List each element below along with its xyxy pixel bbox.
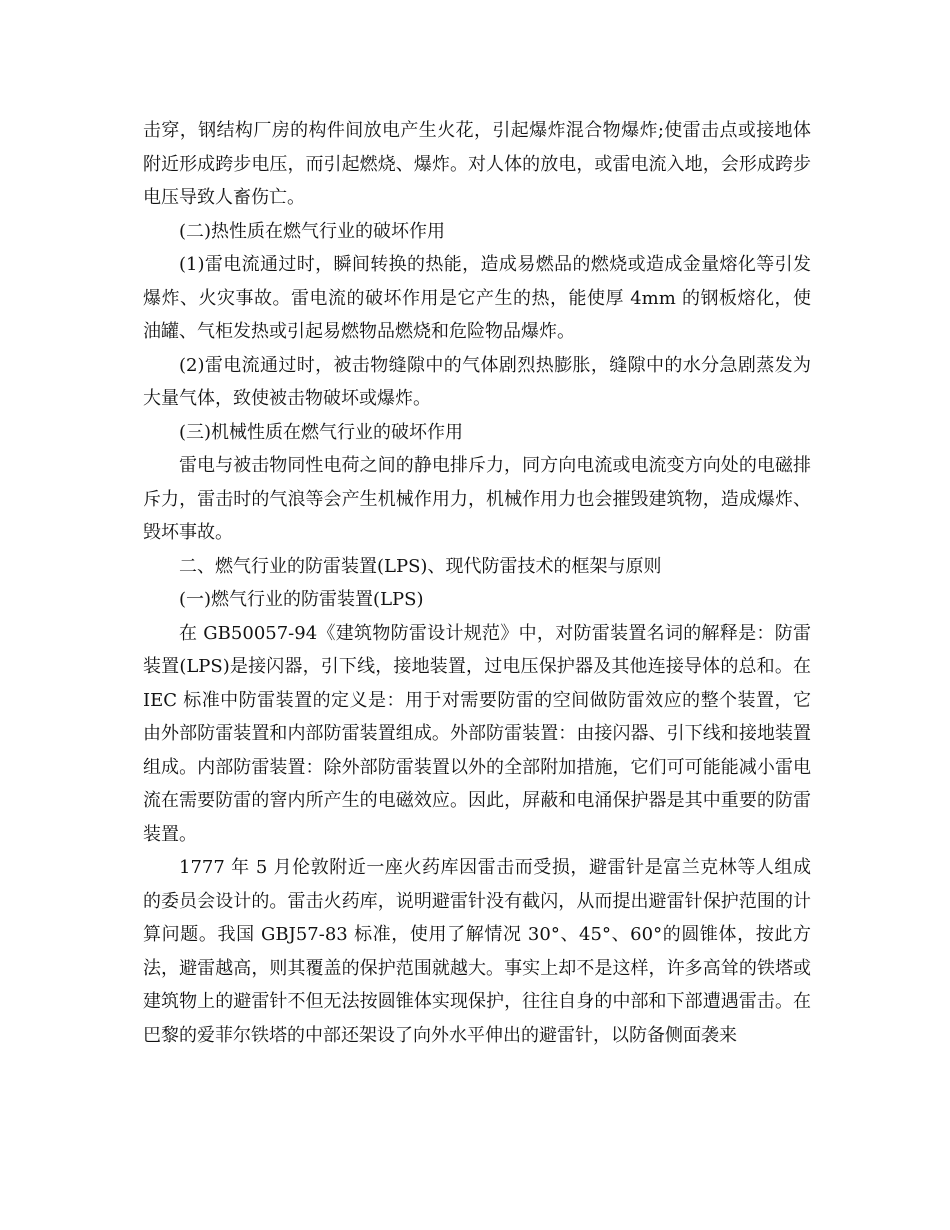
section-heading-mechanical: (三)机械性质在燃气行业的破坏作用 <box>179 421 464 443</box>
paragraph-history: 1777 年 5 月伦敦附近一座火药库因雷击而受损，避雷针是富兰克林等人组成的委员会设计的。雷击火药库，说明避雷针没有截闪，从而提出避雷针保护范围的计算问题。我国 GBJ57-83 标准，使用了解情况 30°、45°、60°的圆锥体，按此方法，避雷越高，则其覆盖的保护范围就越大。事实上却不是这样，许多高耸的铁塔或建筑物上的避雷针不但无法按圆锥体实现保护，往往自身的中部和下部遭遇雷击。在巴黎的爱菲尔铁塔的中部还架设了向外水平伸出的避雷针，以防备侧面袭来 <box>143 857 811 1046</box>
section-heading-thermal: (二)热性质在燃气行业的破坏作用 <box>179 220 446 242</box>
section-heading-lps: (一)燃气行业的防雷装置(LPS) <box>179 589 424 610</box>
paragraph-thermal-2: (2)雷电流通过时，被击物缝隙中的气体剧烈热膨胀，缝隙中的水分急剧蒸发为大量气体，致使被击物破坏或爆炸。 <box>143 354 811 409</box>
paragraph-mechanical: 雷电与被击物同性电荷之间的静电排斥力，同方向电流或电流变方向处的电磁排斥力，雷击时的气浪等会产生机械作用力，机械作用力也会摧毁建筑物，造成爆炸、毁坏事故。 <box>143 455 811 543</box>
paragraph-thermal-1: (1)雷电流通过时，瞬间转换的热能，造成易燃品的燃烧或造成金量熔化等引发爆炸、火灾事故。雷电流的破坏作用是它产生的热，能使厚 4mm 的钢板熔化，使油罐、气柜发热或引起易燃物品燃烧和危险物品爆炸。 <box>143 254 811 342</box>
paragraph-continuation: 击穿，钢结构厂房的构件间放电产生火花，引起爆炸混合物爆炸;使雷击点或接地体附近形成跨步电压，而引起燃烧、爆炸。对人体的放电，或雷电流入地，会形成跨步电压导致人畜伤亡。 <box>143 120 811 208</box>
chapter-heading-lps: 二、燃气行业的防雷装置(LPS)、现代防雷技术的框架与原则 <box>179 555 662 577</box>
document-body <box>143 114 811 1052</box>
paragraph-lps-definition: 在 GB50057-94《建筑物防雷设计规范》中，对防雷装置名词的解释是：防雷装置(LPS)是接闪器，引下线，接地装置，过电压保护器及其他连接导体的总和。在 IEC 标准中防雷装置的定义是：用于对需要防雷的空间做防雷效应的整个装置，它由外部防雷装置和内部防雷装置组成。外部防雷装置：由接闪器、引下线和接地装置组成。内部防雷装置：除外部防雷装置以外的全部附加措施，它们可可能能减小雷电流在需要防雷的窨内所产生的电磁效应。因此，屏蔽和电涌保护器是其中重要的防雷装置。 <box>143 622 811 845</box>
